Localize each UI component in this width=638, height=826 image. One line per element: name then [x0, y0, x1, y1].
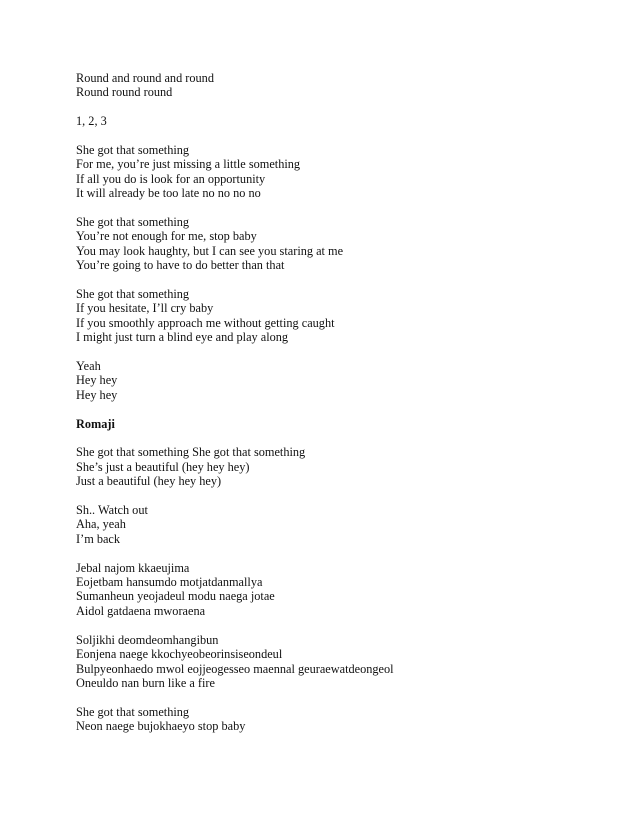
stanza-spacer	[76, 273, 596, 287]
lyric-line: 1, 2, 3	[76, 114, 107, 129]
lyrics-stanza	[76, 114, 596, 128]
lyric-line: If you smoothly approach me without getting caught	[76, 315, 335, 330]
lyrics-text-body	[76, 71, 596, 734]
lyric-line: Eojetbam hansumdo motjatdanmallya	[76, 575, 263, 590]
lyrics-stanza	[76, 633, 596, 691]
lyric-line: I might just turn a blind eye and play along	[76, 330, 289, 345]
lyric-line: Yeah	[76, 359, 101, 374]
lyric-line: Aha, yeah	[76, 517, 126, 532]
stanza-spacer	[76, 201, 596, 215]
stanza-spacer	[76, 100, 596, 114]
stanza-spacer	[76, 431, 596, 445]
lyric-line: Eonjena naege kkochyeobeorinsiseondeul	[76, 647, 283, 662]
lyric-line: She’s just a beautiful (hey hey hey)	[76, 459, 250, 474]
lyrics-stanza	[76, 287, 596, 345]
lyric-line: Soljikhi deomdeomhangibun	[76, 632, 219, 647]
lyric-line: Bulpyeonhaedo mwol eojjeogesseo maennal geuraewatdeongeol	[76, 661, 394, 676]
lyric-line: Jebal najom kkaeujima	[76, 560, 190, 575]
lyric-line: Round round round	[76, 85, 173, 100]
section-heading: Romaji	[76, 416, 115, 431]
lyric-line: Aidol gatdaena mworaena	[76, 603, 206, 618]
lyric-line: Just a beautiful (hey hey hey)	[76, 474, 222, 489]
lyrics-stanza	[76, 359, 596, 402]
lyrics-stanza	[76, 143, 596, 201]
lyric-line: If you hesitate, I’ll cry baby	[76, 301, 214, 316]
lyrics-stanza	[76, 503, 596, 546]
lyric-line: It will already be too late no no no no	[76, 186, 261, 201]
stanza-spacer	[76, 129, 596, 143]
stanza-spacer	[76, 546, 596, 560]
lyric-line: Sh.. Watch out	[76, 503, 148, 518]
lyrics-stanza	[76, 215, 596, 273]
lyric-line: Sumanheun yeojadeul modu naega jotae	[76, 589, 275, 604]
section-heading-block	[76, 417, 596, 431]
lyrics-stanza	[76, 705, 596, 734]
lyric-line: Oneuldo nan burn like a fire	[76, 675, 215, 690]
stanza-spacer	[76, 618, 596, 632]
lyric-line: She got that something	[76, 215, 190, 230]
stanza-spacer	[76, 489, 596, 503]
stanza-spacer	[76, 345, 596, 359]
lyric-line: She got that something	[76, 704, 190, 719]
stanza-spacer	[76, 402, 596, 416]
lyrics-stanza	[76, 71, 596, 100]
lyric-line: Hey hey	[76, 387, 118, 402]
lyric-line: Round and round and round	[76, 71, 214, 85]
lyric-line: Neon naege bujokhaeyo stop baby	[76, 719, 246, 734]
lyric-line: She got that something	[76, 287, 190, 302]
stanza-spacer	[76, 690, 596, 704]
lyric-line: If all you do is look for an opportunity	[76, 171, 266, 186]
lyrics-stanza	[76, 561, 596, 619]
lyric-line: Hey hey	[76, 373, 118, 388]
lyric-line: She got that something	[76, 143, 190, 157]
lyric-line: I’m back	[76, 531, 121, 546]
lyric-line: She got that something She got that something	[76, 445, 306, 460]
lyric-line: For me, you’re just missing a little something	[76, 157, 301, 172]
lyrics-stanza	[76, 445, 596, 488]
lyric-line: You’re going to have to do better than that	[76, 258, 285, 273]
lyric-line: You may look haughty, but I can see you staring at me	[76, 243, 344, 258]
lyric-line: You’re not enough for me, stop baby	[76, 229, 257, 244]
